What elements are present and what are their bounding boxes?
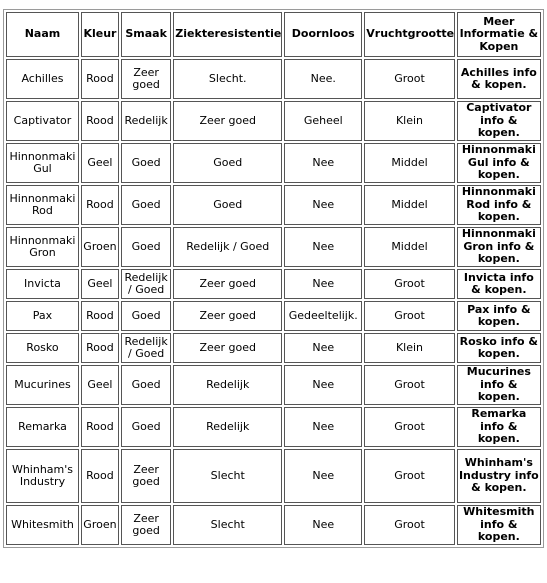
cell-vruchtgrootte: Middel — [364, 143, 454, 183]
cell-ziekteresistentie: Redelijk — [173, 407, 282, 447]
cell-ziekteresistentie: Zeer goed — [173, 301, 282, 331]
cell-smaak: Goed — [121, 143, 171, 183]
cell-kleur: Rood — [81, 407, 119, 447]
cell-ziekteresistentie: Zeer goed — [173, 269, 282, 299]
table-row — [6, 269, 541, 299]
header-vruchtgrootte: Vruchtgrootte — [364, 12, 454, 57]
table-row — [6, 301, 541, 331]
table-row — [6, 227, 541, 267]
cell-smaak: Goed — [121, 301, 171, 331]
info-kopen-link[interactable]: Hinnonmaki Gul info & kopen. — [457, 143, 541, 183]
header-smaak: Smaak — [121, 12, 171, 57]
cell-naam: Invicta — [6, 269, 79, 299]
cell-vruchtgrootte: Groot — [364, 301, 454, 331]
cell-kleur: Geel — [81, 143, 119, 183]
info-kopen-link[interactable]: Whitesmith info & kopen. — [457, 505, 541, 545]
table-row — [6, 101, 541, 141]
info-kopen-link[interactable]: Hinnonmaki Rod info & kopen. — [457, 185, 541, 225]
cell-kleur: Groen — [81, 227, 119, 267]
cell-doornloos: Geheel — [284, 101, 362, 141]
info-kopen-link[interactable]: Remarka info & kopen. — [457, 407, 541, 447]
cell-naam: Mucurines — [6, 365, 79, 405]
info-kopen-link[interactable]: Invicta info & kopen. — [457, 269, 541, 299]
cell-smaak: Redelijk — [121, 101, 171, 141]
cell-vruchtgrootte: Middel — [364, 227, 454, 267]
cell-doornloos: Nee — [284, 449, 362, 503]
cell-kleur: Rood — [81, 185, 119, 225]
info-kopen-link[interactable]: Mucurines info & kopen. — [457, 365, 541, 405]
cell-naam: Whinham's Industry — [6, 449, 79, 503]
cell-smaak: Goed — [121, 365, 171, 405]
info-kopen-link[interactable]: Hinnonmaki Gron info & kopen. — [457, 227, 541, 267]
cell-doornloos: Nee — [284, 407, 362, 447]
cell-vruchtgrootte: Klein — [364, 101, 454, 141]
cell-naam: Whitesmith — [6, 505, 79, 545]
page-wrapper — [3, 9, 546, 548]
header-doornloos: Doornloos — [284, 12, 362, 57]
cell-doornloos: Nee. — [284, 59, 362, 99]
cell-doornloos: Nee — [284, 185, 362, 225]
cell-smaak: Zeer goed — [121, 59, 171, 99]
cell-smaak: Zeer goed — [121, 505, 171, 545]
cell-naam: Achilles — [6, 59, 79, 99]
cell-kleur: Rood — [81, 301, 119, 331]
cell-doornloos: Nee — [284, 333, 362, 363]
cell-smaak: Goed — [121, 227, 171, 267]
header-naam: Naam — [6, 12, 79, 57]
cell-kleur: Groen — [81, 505, 119, 545]
cell-ziekteresistentie: Slecht — [173, 505, 282, 545]
cultivar-table — [3, 9, 544, 548]
table-row — [6, 143, 541, 183]
table-row — [6, 365, 541, 405]
info-kopen-link[interactable]: Pax info & kopen. — [457, 301, 541, 331]
info-kopen-link[interactable]: Whinham's Industry info & kopen. — [457, 449, 541, 503]
cell-ziekteresistentie: Redelijk / Goed — [173, 227, 282, 267]
cell-vruchtgrootte: Groot — [364, 365, 454, 405]
cell-smaak: Zeer goed — [121, 449, 171, 503]
cell-naam: Pax — [6, 301, 79, 331]
table-row — [6, 505, 541, 545]
cell-kleur: Geel — [81, 365, 119, 405]
cell-ziekteresistentie: Slecht — [173, 449, 282, 503]
cell-vruchtgrootte: Groot — [364, 407, 454, 447]
cell-vruchtgrootte: Klein — [364, 333, 454, 363]
info-kopen-link[interactable]: Rosko info & kopen. — [457, 333, 541, 363]
header-meer-informatie: Meer Informatie & Kopen — [457, 12, 541, 57]
cell-smaak: Goed — [121, 185, 171, 225]
cell-vruchtgrootte: Groot — [364, 59, 454, 99]
table-row — [6, 59, 541, 99]
cell-smaak: Redelijk / Goed — [121, 269, 171, 299]
cell-kleur: Rood — [81, 449, 119, 503]
cell-kleur: Rood — [81, 59, 119, 99]
cell-ziekteresistentie: Goed — [173, 143, 282, 183]
info-kopen-link[interactable]: Achilles info & kopen. — [457, 59, 541, 99]
cell-doornloos: Nee — [284, 143, 362, 183]
cell-naam: Rosko — [6, 333, 79, 363]
cell-smaak: Redelijk / Goed — [121, 333, 171, 363]
info-kopen-link[interactable]: Captivator info & kopen. — [457, 101, 541, 141]
header-kleur: Kleur — [81, 12, 119, 57]
cell-vruchtgrootte: Groot — [364, 269, 454, 299]
cell-smaak: Goed — [121, 407, 171, 447]
cell-ziekteresistentie: Slecht. — [173, 59, 282, 99]
cell-naam: Captivator — [6, 101, 79, 141]
cell-kleur: Geel — [81, 269, 119, 299]
cell-doornloos: Nee — [284, 365, 362, 405]
cell-vruchtgrootte: Groot — [364, 505, 454, 545]
cell-doornloos: Nee — [284, 227, 362, 267]
cell-naam: Hinnonmaki Gul — [6, 143, 79, 183]
table-header-row — [6, 12, 541, 57]
cell-ziekteresistentie: Redelijk — [173, 365, 282, 405]
cell-kleur: Rood — [81, 333, 119, 363]
cell-doornloos: Gedeeltelijk. — [284, 301, 362, 331]
cell-vruchtgrootte: Groot — [364, 449, 454, 503]
table-body — [6, 59, 541, 545]
cell-kleur: Rood — [81, 101, 119, 141]
cell-doornloos: Nee — [284, 505, 362, 545]
table-row — [6, 185, 541, 225]
cell-ziekteresistentie: Goed — [173, 185, 282, 225]
cell-naam: Remarka — [6, 407, 79, 447]
cell-doornloos: Nee — [284, 269, 362, 299]
cell-ziekteresistentie: Zeer goed — [173, 333, 282, 363]
cell-vruchtgrootte: Middel — [364, 185, 454, 225]
header-ziekteresistentie: Ziekteresistentie — [173, 12, 282, 57]
cell-naam: Hinnonmaki Rod — [6, 185, 79, 225]
table-row — [6, 333, 541, 363]
cell-naam: Hinnonmaki Gron — [6, 227, 79, 267]
table-row — [6, 449, 541, 503]
cell-ziekteresistentie: Zeer goed — [173, 101, 282, 141]
table-row — [6, 407, 541, 447]
